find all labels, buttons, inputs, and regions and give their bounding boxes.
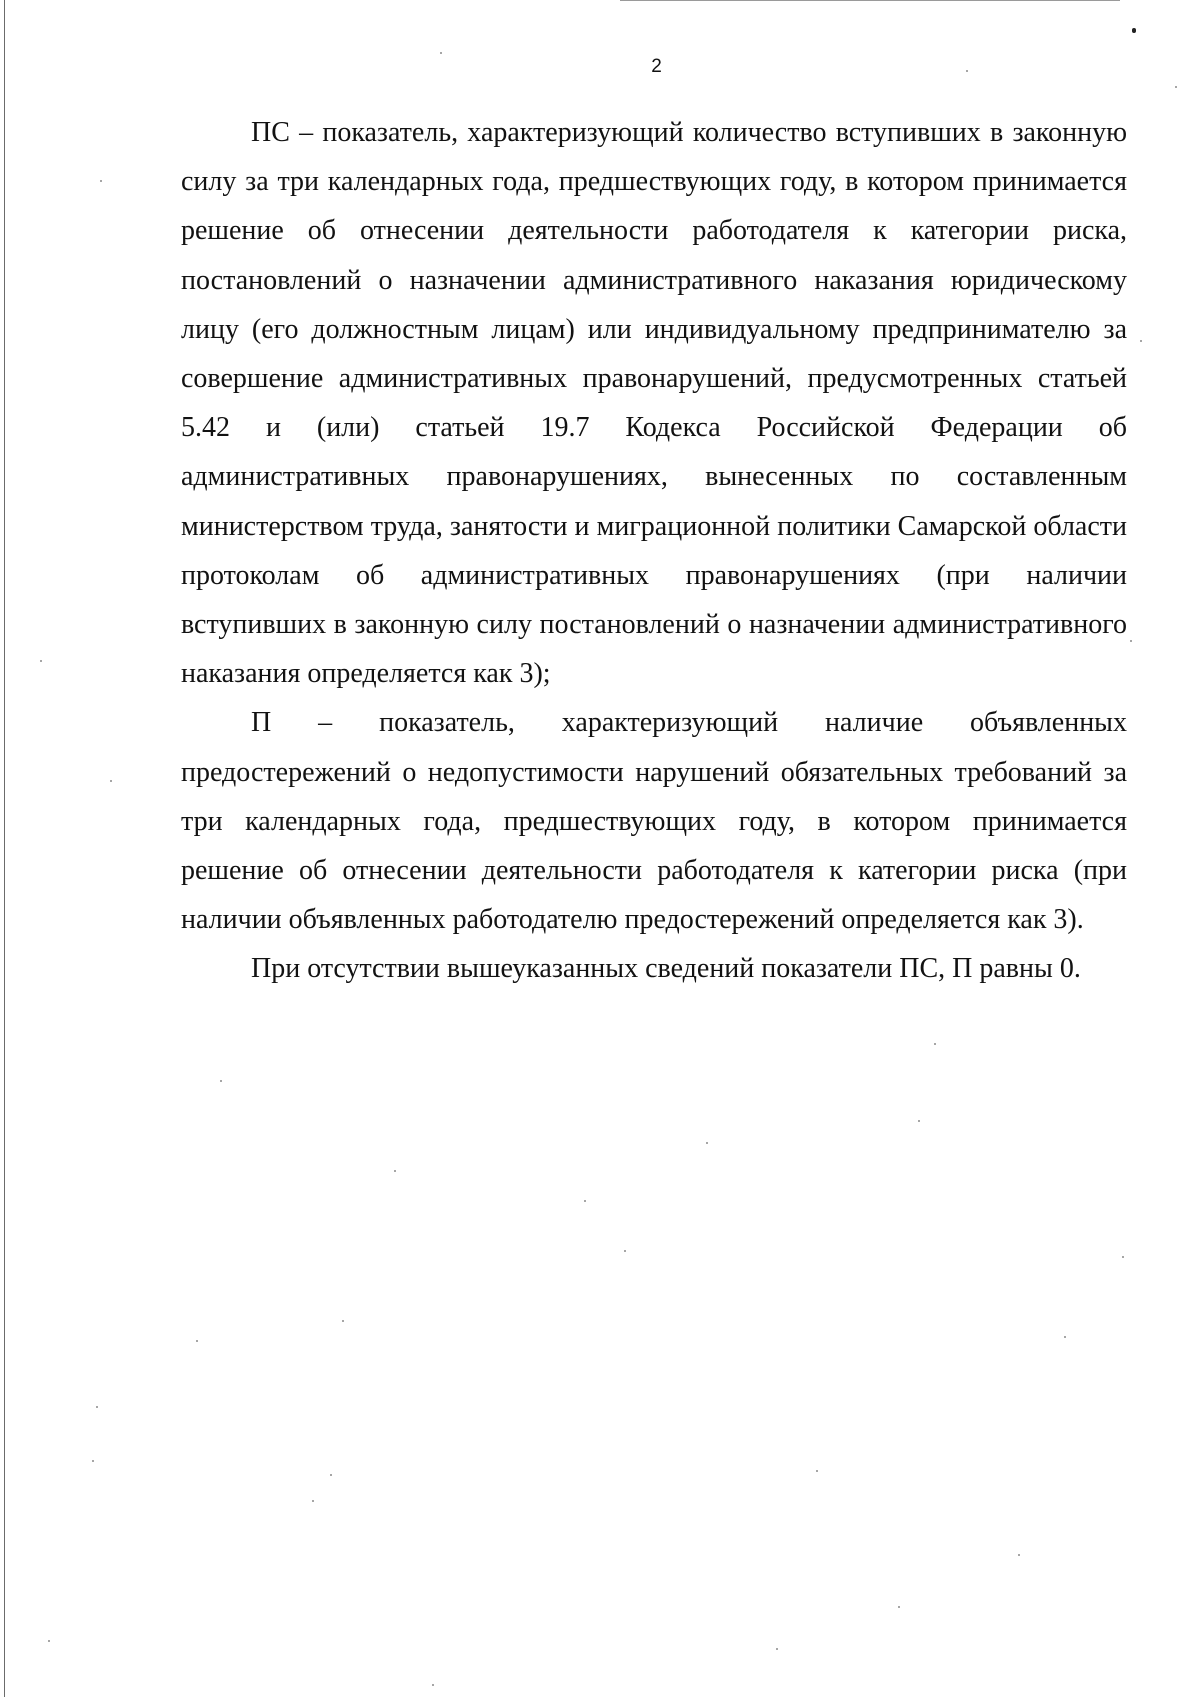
scan-speck: [1122, 1256, 1124, 1258]
scan-speck: [816, 1470, 818, 1472]
scan-speck: [918, 1120, 920, 1122]
scan-speck: [624, 1250, 626, 1252]
paragraph-ps-definition: ПС – показатель, характеризующий количество вступивших в законную силу за три календарных года, предшествующих году, в котором принимается решение об отнесении деятельности работодателя к категории риска, постановлений о назначении административного наказания юридическому лицу (его должностным лицам) или индивидуальному предпринимателю за совершение административных правонарушений, предусмотренных статьей 5.42 и (или) статьей 19.7 Кодекса Российской Федерации об административных правонарушениях, вынесенных по составленным министерством труда, занятости и миграционной политики Самарской области протоколам об административных правонарушениях (при наличии вступивших в законную силу постановлений о назначении административного наказания определяется как 3);: [181, 117, 1127, 690]
scan-speck: [110, 780, 112, 782]
paragraph-p-definition: П – показатель, характеризующий наличие объявленных предостережений о недопустимости нарушений обязательных требований за три календарных года, предшествующих году, в котором принимается решение об отнесении деятельности работодателя к категории риска (при наличии объявленных работодателю предостережений определяется как 3).: [181, 707, 1127, 936]
scan-speck: [342, 1320, 344, 1322]
scan-speck: [440, 52, 442, 54]
scan-speck: [898, 1606, 900, 1608]
scan-speck: [40, 660, 42, 662]
scan-speck: [92, 1460, 94, 1462]
scan-speck: [776, 1648, 778, 1650]
scan-speck: [330, 1474, 332, 1476]
scan-speck: [1064, 1336, 1066, 1338]
scan-speck: [966, 70, 968, 72]
scan-speck: [1132, 28, 1136, 33]
scan-speck: [1175, 86, 1177, 88]
scan-left-edge: [4, 0, 5, 1697]
document-body: [181, 108, 1127, 994]
scan-speck: [394, 1170, 396, 1172]
scan-speck: [1018, 1554, 1020, 1556]
scan-speck: [706, 1142, 708, 1144]
scan-speck: [96, 1406, 98, 1408]
scan-speck: [432, 1684, 434, 1686]
scan-speck: [48, 1640, 50, 1642]
page-number: 2: [651, 56, 662, 77]
scan-speck: [934, 1043, 936, 1045]
scan-speck: [100, 180, 102, 182]
scan-speck: [1130, 640, 1132, 642]
scan-speck: [584, 1200, 586, 1202]
scan-speck: [196, 1340, 198, 1342]
paragraph-absence-rule: При отсутствии вышеуказанных сведений показатели ПС, П равны 0.: [251, 953, 1081, 985]
scan-speck: [312, 1500, 314, 1502]
scan-speck: [220, 1080, 222, 1082]
scan-top-edge: [620, 0, 1120, 1]
scan-speck: [1140, 340, 1142, 342]
